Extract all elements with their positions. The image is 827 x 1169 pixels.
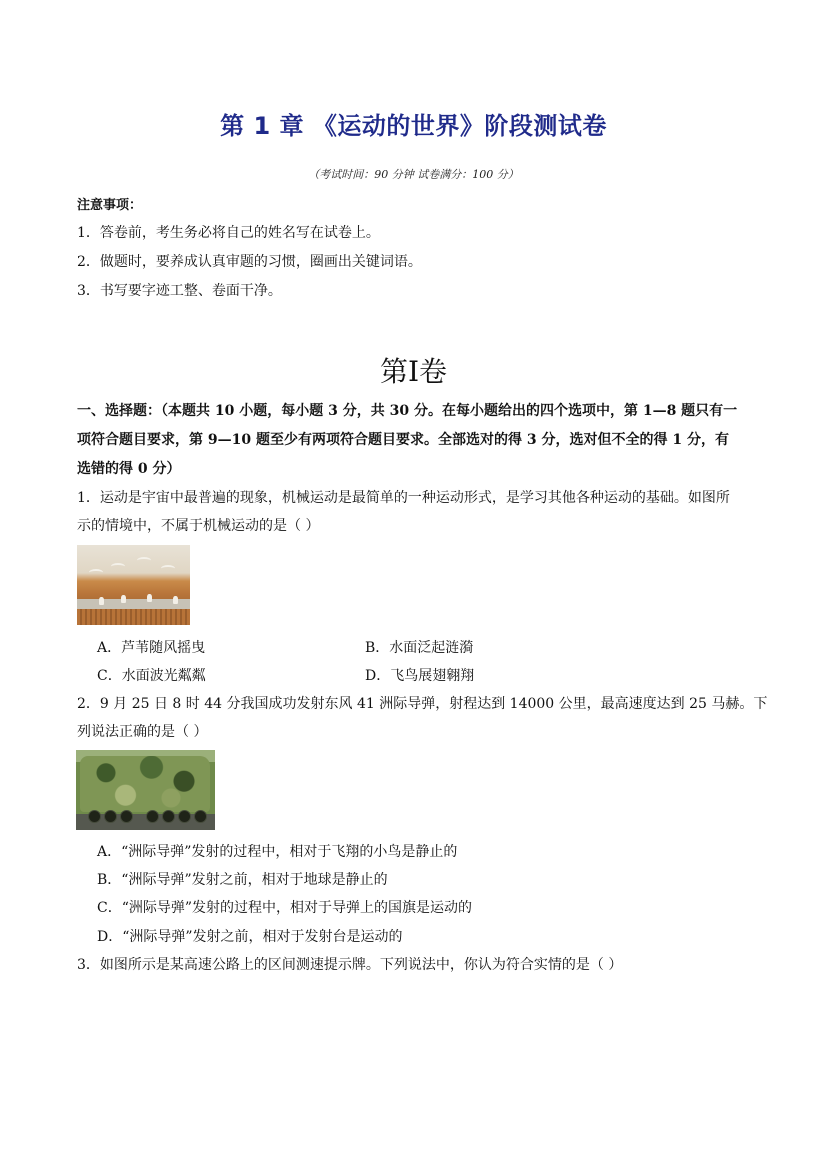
note-item: 3．书写要字迹工整、卷面干净。 <box>77 283 282 299</box>
question-1-option-c: C．水面波光粼粼 <box>97 668 206 684</box>
notes-heading: 注意事项： <box>77 198 143 213</box>
section-instruction: 项符合题目要求，第 9—10 题至少有两项符合题目要求。全部选对的得 3 分，选对但不全的得 1 分，有 <box>77 432 729 448</box>
section-instruction: 一、选择题：（本题共 10 小题，每小题 3 分，共 30 分。在每小题给出的四个选项中，第 1—8 题只有一 <box>77 403 738 419</box>
question-2-option-d: D．“洲际导弹”发射之前，相对于发射台是运动的 <box>97 929 403 945</box>
missile-launcher-image <box>76 750 215 830</box>
question-2-stem: 列说法正确的是（ ） <box>77 724 208 740</box>
question-2-option-a: A．“洲际导弹”发射的过程中，相对于飞翔的小鸟是静止的 <box>97 844 458 860</box>
question-1-stem: 示的情境中，不属于机械运动的是（ ） <box>77 518 320 534</box>
section-instruction: 选错的得 0 分） <box>77 461 181 477</box>
reeds-cranes-image <box>77 545 190 625</box>
note-item: 2．做题时，要养成认真审题的习惯，圈画出关键词语。 <box>77 254 422 270</box>
question-2-option-b: B．“洲际导弹”发射之前，相对于地球是静止的 <box>97 872 388 888</box>
question-3-stem: 3．如图所示是某高速公路上的区间测速提示牌。下列说法中，你认为符合实情的是（ ） <box>77 957 623 973</box>
exam-info: （考试时间：90 分钟 试卷满分：100 分） <box>308 168 519 181</box>
page-title: 第 1 章 《运动的世界》阶段测试卷 <box>220 112 607 140</box>
question-2-stem: 2．9 月 25 日 8 时 44 分我国成功发射东风 41 洲际导弹，射程达到 14000 公里，最高速度达到 25 马赫。下 <box>77 696 768 712</box>
question-1-stem: 1．运动是宇宙中最普遍的现象，机械运动是最简单的一种运动形式，是学习其他各种运动的基础。如图所 <box>77 490 730 506</box>
question-1-option-a: A．芦苇随风摇曳 <box>97 640 206 656</box>
question-1-option-d: D．飞鸟展翅翱翔 <box>365 668 475 684</box>
note-item: 1．答卷前，考生务必将自己的姓名写在试卷上。 <box>77 225 380 241</box>
question-2-option-c: C．“洲际导弹”发射的过程中，相对于导弹上的国旗是运动的 <box>97 900 473 916</box>
question-1-option-b: B．水面泛起涟漪 <box>365 640 474 656</box>
volume-title: 第I卷 <box>379 355 448 388</box>
